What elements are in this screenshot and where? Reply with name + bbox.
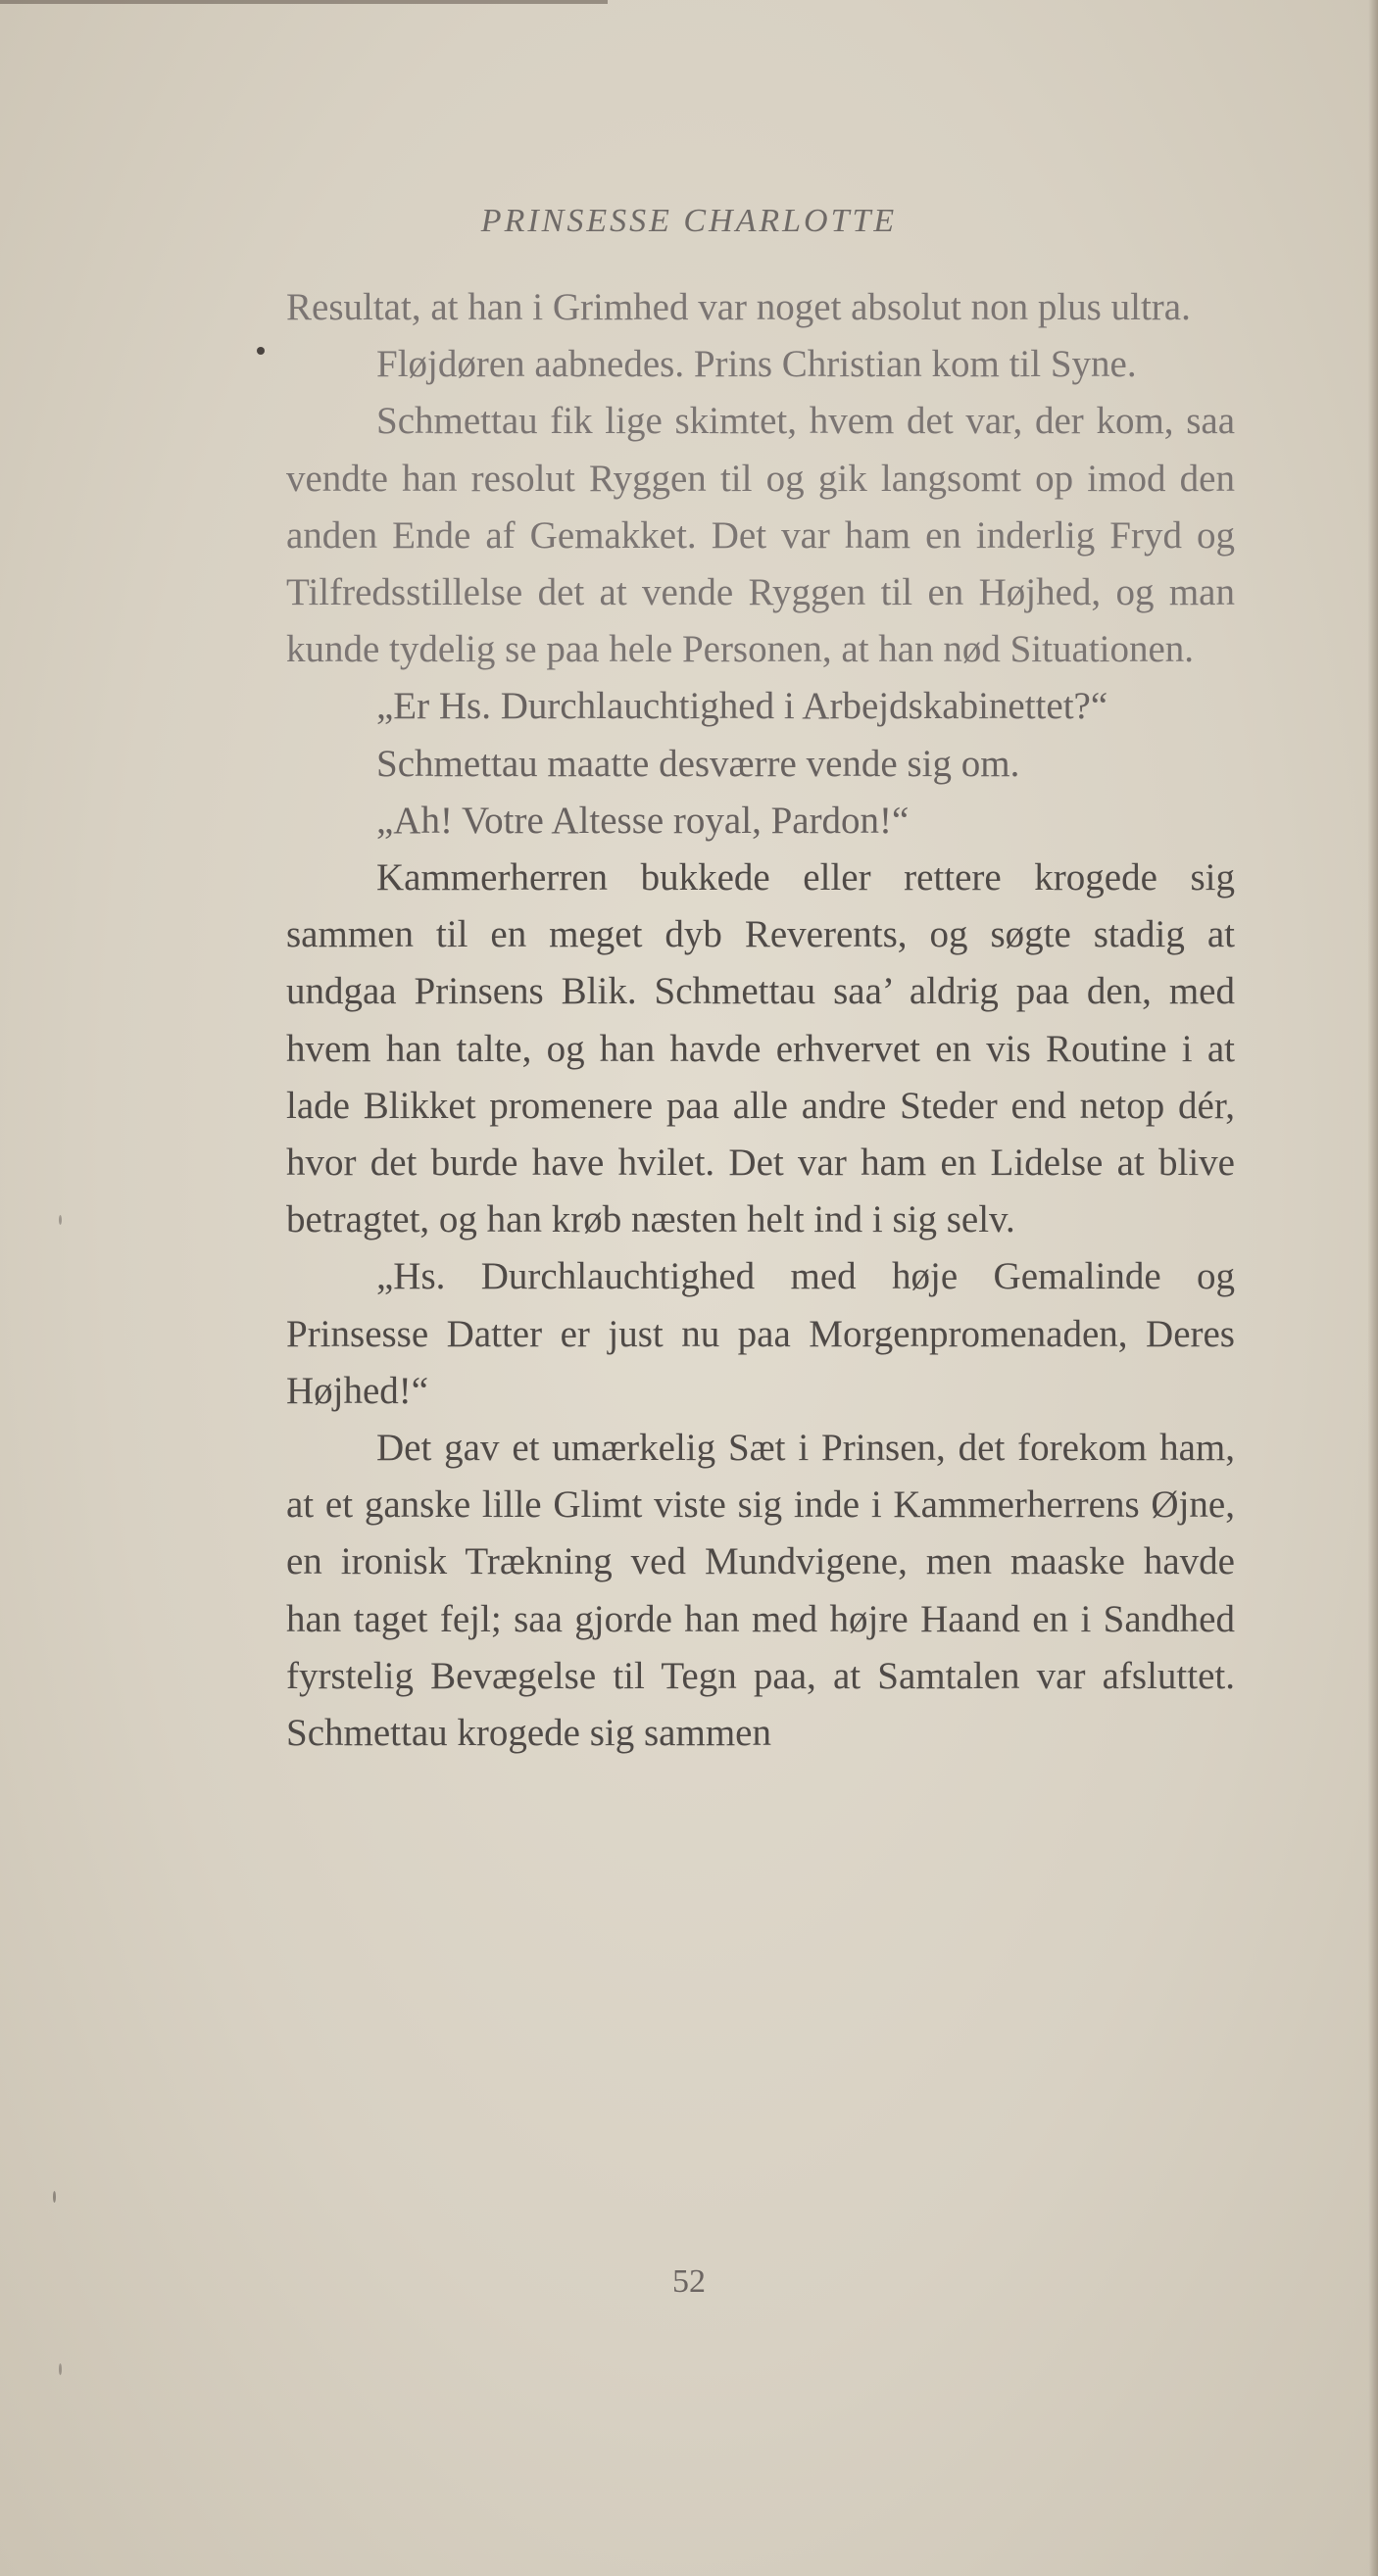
page-top-edge <box>0 0 608 4</box>
paragraph: Fløjdøren aabnedes. Prins Christian kom til Syne. <box>376 343 1137 386</box>
paragraph: Schmettau maatte desværre vende sig om. <box>376 742 1020 785</box>
paragraph: „Hs. Durchlauchtighed med høje Gemalinde og Prinsesse Datter er just nu paa Morgenpromenaden, Deres Højhed!“ <box>286 1255 1235 1412</box>
paragraph: „Er Hs. Durchlauchtighed i Arbejdskabinettet?“ <box>376 685 1108 728</box>
paragraph: Det gav et umærkelig Sæt i Prinsen, det forekom ham, at et ganske lille Glimt viste sig inde i Kammerherrens Øjne, en ironisk Trækning ved Mundvigene, men maaske havde han taget fejl; saa gjorde han med højre Haand en i Sandhed fyrstelig Bevægelse til Tegn paa, at Samtalen var afsluttet. Schmettau krogede sig sammen <box>286 1427 1235 1755</box>
ink-speck <box>53 2191 56 2203</box>
page-right-edge <box>1368 0 1378 2576</box>
body-text <box>286 279 1235 1762</box>
paragraph: „Ah! Votre Altesse royal, Pardon!“ <box>376 799 910 842</box>
page-number: 52 <box>672 2263 706 2300</box>
paragraph: Kammerherren bukkede eller rettere krogede sig sammen til en meget dyb Reverents, og søgte stadig at undgaa Prinsens Blik. Schmettau saa’ aldrig paa den, med hvem han talte, og han havde erhvervet en vis Routine i at lade Blikket promenere paa alle andre Steder end netop dér, hvor det burde have hvilet. Det var ham en Lidelse at blive betragtet, og han krøb næsten helt ind i sig selv. <box>286 856 1235 1241</box>
paragraph: Schmettau fik lige skimtet, hvem det var, der kom, saa vendte han resolut Ryggen til og gik langsomt op imod den anden Ende af Gemakket. Det var ham en inderlig Fryd og Tilfredsstillelse det at vende Ryggen til en Højhed, og man kunde tydelig se paa hele Personen, at han nød Situationen. <box>286 400 1235 671</box>
ink-speck <box>257 347 265 355</box>
ink-speck <box>59 1215 62 1225</box>
paragraph: Resultat, at han i Grimhed var noget absolut non plus ultra. <box>286 286 1191 328</box>
ink-speck <box>59 2363 62 2375</box>
running-head: PRINSESSE CHARLOTTE <box>480 203 898 239</box>
